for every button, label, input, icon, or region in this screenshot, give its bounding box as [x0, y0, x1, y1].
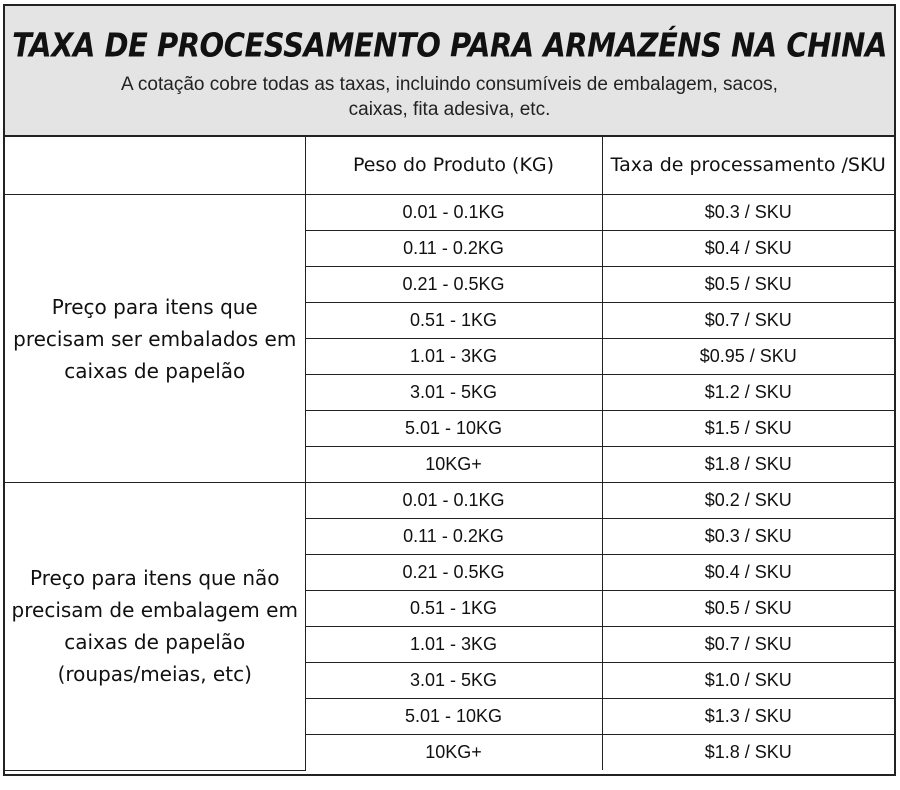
- fee-cell: $0.3 / SKU: [602, 195, 894, 231]
- fee-cell: $0.5 / SKU: [602, 267, 894, 303]
- fee-cell: $1.2 / SKU: [602, 375, 894, 411]
- page-subtitle: A cotação cobre todas as taxas, incluindo consumíveis de embalagem, sacos, caixas, fita adesiva, etc.: [121, 74, 778, 120]
- fee-cell: $1.8 / SKU: [602, 735, 894, 771]
- table-header-row: [5, 135, 894, 195]
- fee-cell: $1.3 / SKU: [602, 699, 894, 735]
- weight-cell: 10KG+: [305, 447, 602, 483]
- page-title: TAXA DE PROCESSAMENTO PARA ARMAZÉNS NA CHINA: [12, 25, 887, 65]
- weight-cell: 1.01 - 3KG: [305, 627, 602, 663]
- weight-cell: 5.01 - 10KG: [305, 699, 602, 735]
- fee-cell: $0.95 / SKU: [602, 339, 894, 375]
- fee-cell: $0.3 / SKU: [602, 519, 894, 555]
- pricing-table: [5, 135, 894, 771]
- fee-cell: $0.4 / SKU: [602, 231, 894, 267]
- weight-cell: 0.51 - 1KG: [305, 303, 602, 339]
- weight-cell: 0.51 - 1KG: [305, 591, 602, 627]
- header: [5, 6, 894, 137]
- weight-cell: 3.01 - 5KG: [305, 375, 602, 411]
- column-header-empty: [5, 135, 305, 195]
- weight-cell: 0.01 - 0.1KG: [305, 195, 602, 231]
- fee-cell: $1.0 / SKU: [602, 663, 894, 699]
- fee-cell: $0.7 / SKU: [602, 627, 894, 663]
- weight-cell: 0.21 - 0.5KG: [305, 555, 602, 591]
- fee-cell: $1.8 / SKU: [602, 447, 894, 483]
- weight-cell: 0.01 - 0.1KG: [305, 483, 602, 519]
- weight-cell: 0.11 - 0.2KG: [305, 519, 602, 555]
- fee-cell: $0.7 / SKU: [602, 303, 894, 339]
- weight-cell: 3.01 - 5KG: [305, 663, 602, 699]
- table-row: [5, 195, 894, 231]
- weight-cell: 10KG+: [305, 735, 602, 771]
- fee-cell: $1.5 / SKU: [602, 411, 894, 447]
- weight-cell: 0.11 - 0.2KG: [305, 231, 602, 267]
- fee-cell: $0.4 / SKU: [602, 555, 894, 591]
- group-label: Preço para itens que não precisam de embalagem em caixas de papelão (roupas/meias, etc): [5, 483, 305, 771]
- weight-cell: 1.01 - 3KG: [305, 339, 602, 375]
- weight-cell: 5.01 - 10KG: [305, 411, 602, 447]
- column-header-fee: Taxa de processamento /SKU: [602, 135, 894, 195]
- weight-cell: 0.21 - 0.5KG: [305, 267, 602, 303]
- column-header-weight: Peso do Produto (KG): [305, 135, 602, 195]
- fee-cell: $0.5 / SKU: [602, 591, 894, 627]
- fee-cell: $0.2 / SKU: [602, 483, 894, 519]
- table-row: [5, 483, 894, 519]
- group-label: Preço para itens que precisam ser embalados em caixas de papelão: [5, 195, 305, 483]
- pricing-sheet: [3, 4, 896, 776]
